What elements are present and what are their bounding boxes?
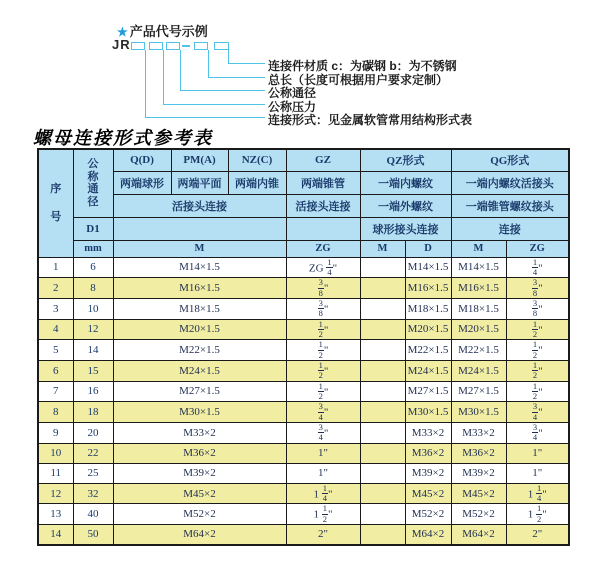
cell-mm: 40 [73, 504, 113, 525]
cell-qg-m: M30×1.5 [451, 402, 506, 423]
cell-qg-zg: $\frac{1}{2}$ " [506, 360, 569, 381]
cell-serial: 14 [38, 525, 73, 545]
cell-qg-m: M36×2 [451, 443, 506, 463]
cell-qz-m [360, 463, 405, 483]
header-union-left: 活接头连接 [113, 194, 286, 217]
cell-qz-d: M16×1.5 [405, 278, 451, 299]
table-row [38, 423, 569, 444]
cell-thread-m: M24×1.5 [113, 360, 286, 381]
cell-qz-d: M52×2 [405, 504, 451, 525]
cell-qz-d: M45×2 [405, 483, 451, 504]
cell-qz-d: M64×2 [405, 525, 451, 545]
code-label-connection: 连接形式：见金属软管常用结构形式表 [268, 113, 473, 127]
cell-qz-m [360, 443, 405, 463]
cell-serial: 6 [38, 360, 73, 381]
star-icon: ★ [117, 25, 128, 39]
code-box-3 [166, 42, 180, 50]
header-qg-sub3: 连接 [451, 217, 569, 240]
code-box-2 [149, 42, 163, 50]
cell-qg-zg: $\frac{1}{2}$ " [506, 340, 569, 361]
cell-qg-zg: 1 $\frac{1}{2}$ " [506, 504, 569, 525]
cell-thread-m: M45×2 [113, 483, 286, 504]
cell-thread-m: M52×2 [113, 504, 286, 525]
cell-mm: 10 [73, 298, 113, 319]
code-label-material: 连接件材质 c：为碳钢 b：为不锈钢 [268, 59, 457, 73]
cell-qg-m: M39×2 [451, 463, 506, 483]
cell-thread-m: M39×2 [113, 463, 286, 483]
header-qg-sub2: 一端锥管螺纹接头 [451, 194, 569, 217]
cell-qz-d: M14×1.5 [405, 257, 451, 278]
cell-thread-m: M36×2 [113, 443, 286, 463]
header-serial: 序 号 [38, 149, 73, 257]
header-unit-m: M [113, 240, 286, 257]
code-prefix: JR [112, 37, 131, 52]
code-box-5 [214, 42, 229, 50]
cell-qg-m: M14×1.5 [451, 257, 506, 278]
table-row [38, 319, 569, 340]
cell-qg-m: M18×1.5 [451, 298, 506, 319]
cell-serial: 3 [38, 298, 73, 319]
cell-serial: 4 [38, 319, 73, 340]
cell-serial: 2 [38, 278, 73, 299]
cell-qg-m: M64×2 [451, 525, 506, 545]
cell-serial: 12 [38, 483, 73, 504]
cell-mm: 15 [73, 360, 113, 381]
cell-thread-m: M33×2 [113, 423, 286, 444]
cell-thread-m: M30×1.5 [113, 402, 286, 423]
cell-qg-zg: $\frac{3}{8}$ " [506, 278, 569, 299]
cell-gz-zg: ZG $\frac{1}{4}$ " [286, 257, 360, 278]
cell-qg-m: M52×2 [451, 504, 506, 525]
cell-gz-zg: $\frac{3}{4}$ " [286, 423, 360, 444]
cell-qg-zg: $\frac{3}{8}$ " [506, 298, 569, 319]
header-unit-m-qg: M [451, 240, 506, 257]
cell-qz-d: M39×2 [405, 463, 451, 483]
header-qz-sub2: 一端外螺纹 [360, 194, 451, 217]
header-nzc: NZ(C) [228, 149, 286, 171]
cell-gz-zg: 1 $\frac{1}{2}$ " [286, 504, 360, 525]
cell-gz-zg: $\frac{3}{4}$ " [286, 402, 360, 423]
cell-gz-zg: $\frac{3}{8}$ " [286, 278, 360, 299]
cell-mm: 20 [73, 423, 113, 444]
cell-mm: 6 [73, 257, 113, 278]
cell-serial: 11 [38, 463, 73, 483]
header-unit-d-qz: D [405, 240, 451, 257]
cell-serial: 10 [38, 443, 73, 463]
cell-thread-m: M27×1.5 [113, 381, 286, 402]
cell-serial: 5 [38, 340, 73, 361]
cell-mm: 8 [73, 278, 113, 299]
cell-mm: 32 [73, 483, 113, 504]
code-box-4 [194, 42, 208, 50]
code-box-1 [131, 42, 145, 50]
table-row [38, 483, 569, 504]
cell-mm: 14 [73, 340, 113, 361]
cell-qg-zg: 1" [506, 463, 569, 483]
cell-qz-m [360, 257, 405, 278]
header-empty-gz [286, 217, 360, 240]
header-d1: D1 [73, 217, 113, 240]
table-row [38, 402, 569, 423]
cell-qz-m [360, 402, 405, 423]
cell-qz-m [360, 298, 405, 319]
cell-serial: 9 [38, 423, 73, 444]
cell-qz-m [360, 525, 405, 545]
header-nominal-diameter: 公 称 通 径 [73, 149, 113, 217]
cell-qg-m: M45×2 [451, 483, 506, 504]
cell-qg-m: M22×1.5 [451, 340, 506, 361]
table-row [38, 504, 569, 525]
code-label-diameter: 公称通径 [268, 86, 317, 100]
table-header [38, 149, 569, 257]
cell-qg-zg: $\frac{1}{2}$ " [506, 381, 569, 402]
cell-qg-zg: 1" [506, 443, 569, 463]
cell-gz-zg: $\frac{1}{2}$ " [286, 340, 360, 361]
cell-serial: 8 [38, 402, 73, 423]
cell-qz-m [360, 319, 405, 340]
cell-gz-zg: 1 $\frac{1}{4}$ " [286, 483, 360, 504]
cell-qg-zg: $\frac{3}{4}$ " [506, 402, 569, 423]
cell-thread-m: M22×1.5 [113, 340, 286, 361]
header-empty-left [113, 217, 286, 240]
header-unit-m-qz: M [360, 240, 405, 257]
table-row [38, 257, 569, 278]
product-code-title: 产品代号示例 [129, 24, 208, 39]
header-qd: Q(D) [113, 149, 171, 171]
table-row [38, 278, 569, 299]
header-nzc-sub: 两端内锥 [228, 171, 286, 194]
cell-qz-d: M18×1.5 [405, 298, 451, 319]
table-row [38, 525, 569, 545]
table-title: 螺母连接形式参考表 [33, 128, 213, 148]
header-unit-zg-gz: ZG [286, 240, 360, 257]
table-row [38, 298, 569, 319]
cell-qg-zg: $\frac{3}{4}$ " [506, 423, 569, 444]
cell-serial: 13 [38, 504, 73, 525]
table-row [38, 443, 569, 463]
cell-gz-zg: $\frac{1}{2}$ " [286, 381, 360, 402]
cell-qz-d: M24×1.5 [405, 360, 451, 381]
header-qg-sub1: 一端内螺纹活接头 [451, 171, 569, 194]
table-row [38, 463, 569, 483]
cell-qz-d: M30×1.5 [405, 402, 451, 423]
header-qd-sub: 两端球形 [113, 171, 171, 194]
cell-thread-m: M20×1.5 [113, 319, 286, 340]
header-pma: PM(A) [171, 149, 228, 171]
cell-mm: 25 [73, 463, 113, 483]
header-qg: QG形式 [451, 149, 569, 171]
table-row [38, 340, 569, 361]
code-label-length: 总长（长度可根据用户要求定制） [268, 73, 449, 87]
cell-thread-m: M16×1.5 [113, 278, 286, 299]
header-qz: QZ形式 [360, 149, 451, 171]
cell-mm: 50 [73, 525, 113, 545]
nut-connection-table [37, 148, 570, 546]
cell-gz-zg: $\frac{1}{2}$ " [286, 319, 360, 340]
cell-qz-d: M20×1.5 [405, 319, 451, 340]
cell-qg-zg: 1 $\frac{1}{4}$ " [506, 483, 569, 504]
cell-gz-zg: 2" [286, 525, 360, 545]
cell-qz-m [360, 504, 405, 525]
cell-gz-zg: 1" [286, 463, 360, 483]
header-unit-zg-qg: ZG [506, 240, 569, 257]
code-label-pressure: 公称压力 [268, 100, 317, 114]
connector-line-5 [145, 50, 265, 118]
cell-qz-m [360, 381, 405, 402]
cell-qg-zg: $\frac{1}{4}$ " [506, 257, 569, 278]
header-mm: mm [73, 240, 113, 257]
cell-qz-m [360, 278, 405, 299]
cell-qz-d: M27×1.5 [405, 381, 451, 402]
cell-thread-m: M18×1.5 [113, 298, 286, 319]
cell-serial: 7 [38, 381, 73, 402]
cell-qz-m [360, 423, 405, 444]
cell-mm: 22 [73, 443, 113, 463]
cell-qz-m [360, 483, 405, 504]
cell-serial: 1 [38, 257, 73, 278]
cell-mm: 18 [73, 402, 113, 423]
cell-qg-m: M33×2 [451, 423, 506, 444]
cell-qz-d: M33×2 [405, 423, 451, 444]
table-row [38, 360, 569, 381]
cell-qg-m: M16×1.5 [451, 278, 506, 299]
header-gz-sub: 两端锥管 [286, 171, 360, 194]
cell-qg-m: M24×1.5 [451, 360, 506, 381]
cell-mm: 12 [73, 319, 113, 340]
cell-gz-zg: 1" [286, 443, 360, 463]
header-qz-sub1: 一端内螺纹 [360, 171, 451, 194]
cell-thread-m: M64×2 [113, 525, 286, 545]
cell-qz-m [360, 340, 405, 361]
header-pma-sub: 两端平面 [171, 171, 228, 194]
cell-gz-zg: $\frac{3}{8}$ " [286, 298, 360, 319]
cell-thread-m: M14×1.5 [113, 257, 286, 278]
cell-mm: 16 [73, 381, 113, 402]
cell-qg-zg: 2" [506, 525, 569, 545]
header-union-gz: 活接头连接 [286, 194, 360, 217]
table-body [38, 257, 569, 545]
table-row [38, 381, 569, 402]
cell-qz-d: M36×2 [405, 443, 451, 463]
code-dash [182, 45, 190, 47]
cell-qg-m: M27×1.5 [451, 381, 506, 402]
cell-qz-d: M22×1.5 [405, 340, 451, 361]
cell-qz-m [360, 360, 405, 381]
cell-gz-zg: $\frac{1}{2}$ " [286, 360, 360, 381]
header-qz-sub3: 球形接头连接 [360, 217, 451, 240]
cell-qg-m: M20×1.5 [451, 319, 506, 340]
header-gz: GZ [286, 149, 360, 171]
cell-qg-zg: $\frac{1}{2}$ " [506, 319, 569, 340]
